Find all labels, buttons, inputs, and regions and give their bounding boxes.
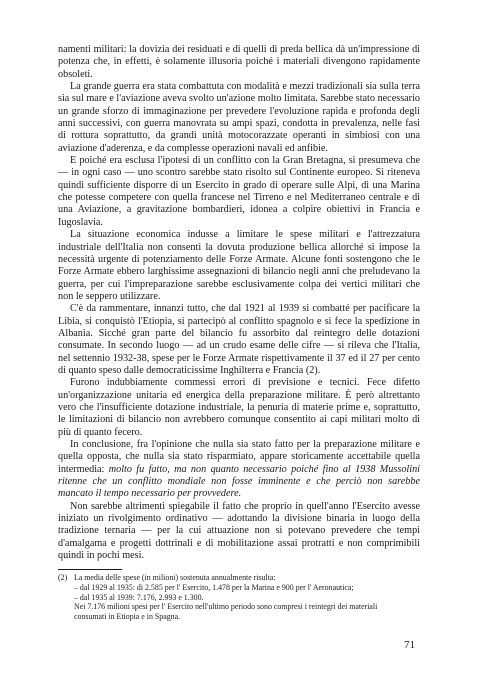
body-text [58,44,420,562]
page-number: 71 [404,639,415,651]
paragraph-8: Non sarebbe altrimenti spiegabile il fatto che proprio in quell'anno l'Esercito avesse iniziato un rivolgimento ordinativo — adottando la divisione binaria in luogo della tradizione ternaria — per la cui attuazione non si potevano prevedere che tempi d'amalgama e progetti dottrinali e di mobilitazione assai protratti e non comprimibili quindi in pochi mesi. [58,500,420,562]
footnote [58,573,420,622]
footnote-line-5: consumati in Etiopia e in Spagna. [74,612,181,622]
paragraph-7 [58,439,420,501]
paragraph-7-italic-quote: molto fu fatto, ma non quanto necessario poiché fino al 1938 Mussolini ritenne che un conflitto mondiale non fosse imminente e che perciò non sarebbe mancato il tempo necessario per provvedere. [58,463,420,500]
footnote-line-1 [58,573,420,583]
footnote-text: La media delle spese (in milioni) sostenuta annualmente risulta: [74,573,276,582]
paragraph-3: E poiché era esclusa l'ipotesi di un conflitto con la Gran Bretagna, si presumeva che — in ogni caso — uno scontro sarebbe stato risolto sul Continente europeo. Si riteneva quindi sufficiente disporre di un Esercito in grado di operare sulle Alpi, di una Marina che potesse competere con quella francese nel Tirreno e nel Mediterraneo centrale e di una Aviazione, a gravitazione bombardieri, idonea a colpire obiettivi in Francia e Iugoslavia. [58,155,420,228]
paragraph-5: C'è da rammentare, innanzi tutto, che dal 1921 al 1939 si combatté per pacificare la Libia, si conquistò l'Etiopia, si partecipò al conflitto spagnolo e si fece la spedizione in Albania. Sicché gran parte del bilancio fu assorbito dal reintegro delle dotazioni consumate. In secondo luogo — ad un crudo esame delle cifre — si rileva che l'Italia, nel settennio 1932-38, spese per le Forze Armate rispettivamente il 37 ed il 27 per cento di quanto speso dalle democraticissime Inghilterra e Francia (2). [58,303,420,376]
paragraph-7-text: In conclusione, fra l'opinione che nulla sia stato fatto per la preparazione militare e quella opposta, che nulla sia stato risparmiato, appare storicamente accettabile quella intermedia: [58,439,420,475]
footnote-line-3: – dal 1935 al 1939: 7.176, 2.993 e 1.300. [74,592,204,602]
footnote-line-4: Nei 7.176 milioni spesi per l' Esercito nell'ultimo periodo sono compresi i reintegri dei materiali [74,602,378,612]
footnote-divider [58,569,122,570]
paragraph-4: La situazione economica indusse a limitare le spese militari e l'attrezzatura industriale dell'Italia non consentì la dovuta produzione bellica allorché si impose la necessità urgente di potenziamento delle Forze Armate. Alcune fonti sostengono che le Forze Armate ebbero larghissime assegnazioni di bilancio negli anni che preludevano la guerra, per cui l'impreparazione sarebbe esclusivamente colpa dei vertici militari che non le seppero utilizzare. [58,229,420,302]
footnote-line-2: – dal 1929 al 1935: di 2.585 per l' Esercito, 1.478 per la Marina e 900 per l' Aeronautica; [74,582,354,592]
paragraph-6: Furono indubbiamente commessi errori di previsione e tecnici. Fece difetto un'organizzazione unitaria ed energica della preparazione militare. È però altrettanto vero che l'insufficiente dotazione industriale, la penuria di materie prime e, soprattutto, le limitazioni di bilancio non avrebbero comunque consentito ai capi militari molto di più di quanto fecero. [58,377,420,438]
footnote-marker: (2) [58,573,68,582]
paragraph-2: La grande guerra era stata combattuta con modalità e mezzi tradizionali sia sulla terra sia sul mare e l'aviazione aveva svolto un'azione molto limitata. Sarebbe stato necessario un grande sforzo di immaginazione per prevedere l'evoluzione rapida e profonda degli anni successivi, con guerra manovrata su ampi spazi, condotta in prevalenza, nelle fasi di rottura soprattutto, da grandi unità motocorazzate operanti in simbiosi con una aviazione d'aderenza, e da complesse operazioni navali ed anfibie. [58,81,420,154]
paragraph-1: namenti militari: la dovizia dei residuati e di quelli di preda bellica dà un'impressione di potenza che, in effetti, è solamente illusoria poiché i materiali divengono rapidamente obsoleti. [58,44,420,80]
